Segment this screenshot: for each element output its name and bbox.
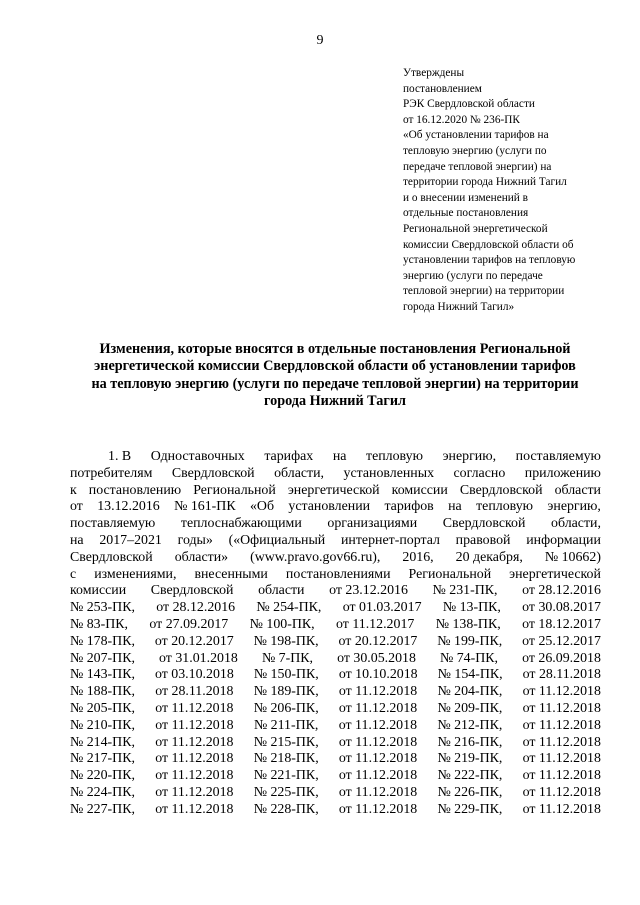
text-word: № 207-ПК, — [70, 650, 135, 666]
text-word: № 161-ПК — [174, 499, 236, 515]
approval-line: РЭК Свердловской области — [403, 98, 535, 111]
text-word: № 13-ПК, — [442, 600, 501, 616]
text-word: энергетической — [287, 482, 380, 498]
text-line — [70, 751, 601, 768]
text-word: комиссии — [391, 482, 448, 498]
text-word: от 11.12.2018 — [522, 801, 601, 817]
text-word: информации — [526, 532, 601, 548]
text-word: на — [448, 499, 462, 515]
text-word: № 218-ПК, — [253, 751, 319, 767]
text-word: на — [70, 532, 84, 548]
text-word: от 11.12.2018 — [155, 700, 234, 716]
text-word: от 28.12.2016 — [522, 583, 601, 599]
text-word: № 209-ПК, — [437, 700, 503, 716]
text-line — [70, 583, 601, 600]
text-word: Свердловской — [70, 549, 153, 565]
approval-block — [403, 66, 608, 316]
text-word: № 227-ПК, — [70, 801, 135, 817]
text-word: 2016, — [402, 549, 434, 565]
text-word: № 178-ПК, — [70, 633, 135, 649]
text-word: от 11.12.2018 — [338, 768, 418, 784]
text-line — [70, 701, 601, 718]
text-line — [70, 499, 601, 516]
text-word: (www.pravo.gov66.ru), — [250, 549, 381, 565]
text-line — [70, 684, 601, 701]
text-word: № 7-ПК, — [261, 650, 314, 666]
text-word: от — [70, 499, 83, 515]
text-word: № 253-ПК, — [70, 600, 135, 616]
text-word: № 205-ПК, — [70, 700, 135, 716]
heading-line: энергетической комиссии Свердловской области об установлении тарифов — [94, 358, 576, 375]
text-word: № 219-ПК, — [437, 751, 503, 767]
text-word: № 224-ПК, — [70, 784, 135, 800]
text-word: от 11.12.2018 — [338, 717, 418, 733]
text-word: энергию, — [442, 449, 497, 464]
text-word: № 225-ПК, — [253, 784, 319, 800]
text-word: 1. В — [108, 449, 132, 464]
text-word: тарифах — [264, 449, 314, 464]
text-word: Свердловской — [442, 516, 526, 532]
text-word: от 11.12.2018 — [522, 700, 601, 716]
text-word: от 31.01.2018 — [159, 650, 238, 666]
text-word: от 28.11.2018 — [155, 684, 234, 700]
text-word: интернет-портал — [340, 532, 440, 548]
text-word: от 30.08.2017 — [522, 600, 601, 616]
text-word: от 10.10.2018 — [338, 667, 418, 683]
text-word: № 199-ПК, — [437, 633, 503, 649]
text-word: № 150-ПК, — [253, 667, 319, 683]
text-word: постановлениями — [285, 566, 391, 582]
text-word: постановлению — [88, 482, 182, 498]
text-word: от 11.12.2018 — [522, 784, 601, 800]
text-word: от 28.11.2018 — [522, 667, 601, 683]
text-word: № 229-ПК, — [437, 801, 503, 817]
text-word: тепловую — [366, 449, 423, 464]
text-word: от 11.12.2018 — [155, 734, 234, 750]
text-word: от 27.09.2017 — [149, 616, 229, 632]
approval-line: и о внесении изменений в — [403, 191, 529, 204]
heading-line: на тепловую энергию (услуги по передаче тепловой энергии) на территории — [91, 375, 579, 392]
text-word: приложению — [524, 465, 601, 481]
text-word: № 214-ПК, — [70, 734, 135, 750]
text-word: № 216-ПК, — [437, 734, 503, 750]
text-line — [70, 466, 601, 483]
text-word: № 210-ПК, — [70, 717, 135, 733]
text-word: № 188-ПК, — [70, 684, 135, 700]
heading-line: города Нижний Тагил — [264, 393, 406, 410]
text-word: Свердловской — [459, 482, 543, 498]
text-line — [70, 802, 601, 819]
approval-line: Утверждены — [403, 67, 465, 79]
text-word: согласно — [453, 465, 506, 481]
text-word: № 189-ПК, — [253, 684, 319, 700]
approval-line: комиссии Свердловской области об — [403, 238, 574, 251]
text-word: № 198-ПК, — [253, 633, 319, 649]
text-word: потребителям — [70, 465, 153, 481]
page-number: 9 — [316, 33, 324, 48]
approval-line: передаче тепловой энергии) на — [403, 160, 552, 173]
text-word: № 231-ПК, — [432, 583, 498, 599]
text-word: № 254-ПК, — [256, 600, 322, 616]
text-word: поставляемую — [70, 516, 156, 532]
text-word: от 25.12.2017 — [522, 633, 601, 649]
text-word: от 11.12.2018 — [522, 751, 601, 767]
text-word: на — [332, 449, 347, 464]
text-word: установлении — [288, 499, 371, 515]
text-word: области — [554, 482, 601, 498]
text-line — [70, 600, 601, 617]
text-word: № 217-ПК, — [70, 751, 135, 767]
text-word: энергетической — [509, 566, 601, 582]
text-word: № 154-ПК, — [437, 667, 503, 683]
text-word: от 11.12.2018 — [155, 717, 234, 733]
approval-line: Региональной энергетической — [403, 222, 548, 235]
text-line — [70, 550, 601, 567]
text-word: № 228-ПК, — [253, 801, 319, 817]
text-word: от 28.12.2016 — [156, 600, 236, 616]
text-word: области, — [274, 465, 324, 481]
approval-line: тепловую энергию (услуги по — [403, 144, 547, 157]
text-word: № 204-ПК, — [437, 684, 503, 700]
text-word: № 221-ПК, — [253, 768, 319, 784]
text-line — [70, 533, 601, 550]
text-word: комиссии — [70, 583, 127, 599]
text-word: от 11.12.2018 — [338, 751, 418, 767]
text-word: от 11.12.2018 — [522, 734, 601, 750]
text-line — [70, 785, 601, 802]
text-word: организациями — [327, 516, 418, 532]
text-line — [70, 651, 601, 668]
text-word: поставляемую — [515, 449, 601, 464]
text-line — [70, 718, 601, 735]
text-word: годы» — [177, 532, 213, 548]
text-word: изменениями, — [94, 566, 177, 582]
text-word: «Об — [249, 499, 275, 515]
text-word: № 74-ПК, — [440, 650, 499, 666]
text-word: от 11.12.2018 — [522, 684, 601, 700]
text-word: от 11.12.2018 — [338, 784, 418, 800]
text-word: Одноставочных — [150, 449, 245, 464]
text-word: от 11.12.2018 — [338, 700, 418, 716]
text-word: № 206-ПК, — [253, 700, 319, 716]
text-word: Свердловской — [171, 465, 255, 481]
text-word: внесенными — [194, 566, 268, 582]
text-word: от 11.12.2018 — [338, 734, 418, 750]
approval-line: от 16.12.2020 № 236-ПК — [403, 113, 520, 126]
text-word: области» — [174, 549, 229, 565]
text-word: от 18.12.2017 — [522, 616, 601, 632]
text-line — [70, 617, 601, 634]
text-line — [70, 667, 601, 684]
body-paragraph — [70, 449, 601, 819]
approval-line: территории города Нижний Тагил — [403, 176, 567, 189]
text-word: от 03.10.2018 — [154, 667, 234, 683]
text-word: № 212-ПК, — [437, 717, 503, 733]
text-word: Региональной — [408, 566, 492, 582]
text-word: правовой — [455, 532, 511, 548]
text-word: от 30.05.2018 — [337, 650, 416, 666]
text-word: от 11.12.2018 — [522, 717, 601, 733]
text-word: № 138-ПК, — [435, 616, 501, 632]
text-word: № 100-ПК, — [249, 616, 315, 632]
text-word: № 220-ПК, — [70, 768, 135, 784]
text-word: № 215-ПК, — [253, 734, 319, 750]
document-heading — [62, 341, 608, 411]
text-word: 20 декабря, — [455, 549, 523, 565]
text-line — [70, 634, 601, 651]
text-word: 13.12.2016 — [97, 499, 160, 515]
text-word: от 11.12.2018 — [155, 784, 234, 800]
text-word: от 20.12.2017 — [338, 633, 418, 649]
approval-line: города Нижний Тагил» — [403, 300, 515, 313]
text-word: от 26.09.2018 — [522, 650, 601, 666]
text-line — [70, 449, 601, 466]
approval-line: тепловой энергии) на территории — [403, 285, 565, 298]
approval-line: постановлением — [403, 82, 482, 95]
text-word: Свердловской — [150, 583, 234, 599]
text-word: № 83-ПК, — [70, 616, 129, 632]
text-word: к — [70, 482, 77, 498]
text-word: 2017–2021 — [99, 532, 162, 548]
text-line — [70, 735, 601, 752]
text-word: тарифов — [384, 499, 434, 515]
text-word: № 143-ПК, — [70, 667, 135, 683]
text-word: установленных — [343, 465, 435, 481]
text-word: № 222-ПК, — [437, 768, 503, 784]
text-word: с — [70, 566, 77, 582]
heading-line: Изменения, которые вносятся в отдельные постановления Региональной — [99, 341, 571, 357]
text-word: Региональной — [193, 482, 276, 498]
text-line — [70, 483, 601, 500]
text-line — [70, 768, 601, 785]
text-word: № 211-ПК, — [253, 717, 319, 733]
text-word: от 11.12.2018 — [155, 751, 234, 767]
text-word: № 10662) — [544, 549, 601, 565]
text-word: области, — [551, 516, 601, 532]
text-word: («Официальный — [228, 532, 326, 548]
text-word: от 11.12.2018 — [338, 801, 418, 817]
text-word: от 23.12.2016 — [329, 583, 408, 599]
text-word: тепловую — [476, 499, 534, 515]
text-word: от 11.12.2018 — [522, 768, 601, 784]
approval-line: отдельные постановления — [403, 207, 529, 220]
approval-line: энергию (услуги по передаче — [403, 269, 543, 282]
text-word: от 11.12.2018 — [155, 768, 234, 784]
text-word: от 11.12.2017 — [336, 616, 415, 632]
text-word: от 20.12.2017 — [154, 633, 234, 649]
approval-line: «Об установлении тарифов на — [403, 129, 549, 142]
text-word: теплоснабжающими — [180, 516, 302, 532]
text-word: от 01.03.2017 — [342, 600, 422, 616]
text-word: области — [258, 583, 305, 599]
text-word: энергию, — [547, 499, 601, 515]
text-word: от 11.12.2018 — [338, 684, 418, 700]
approval-line: установлении тарифов на тепловую — [403, 254, 576, 267]
text-word: от 11.12.2018 — [155, 801, 234, 817]
text-line — [70, 567, 601, 584]
text-line — [70, 516, 601, 533]
text-word: № 226-ПК, — [437, 784, 503, 800]
